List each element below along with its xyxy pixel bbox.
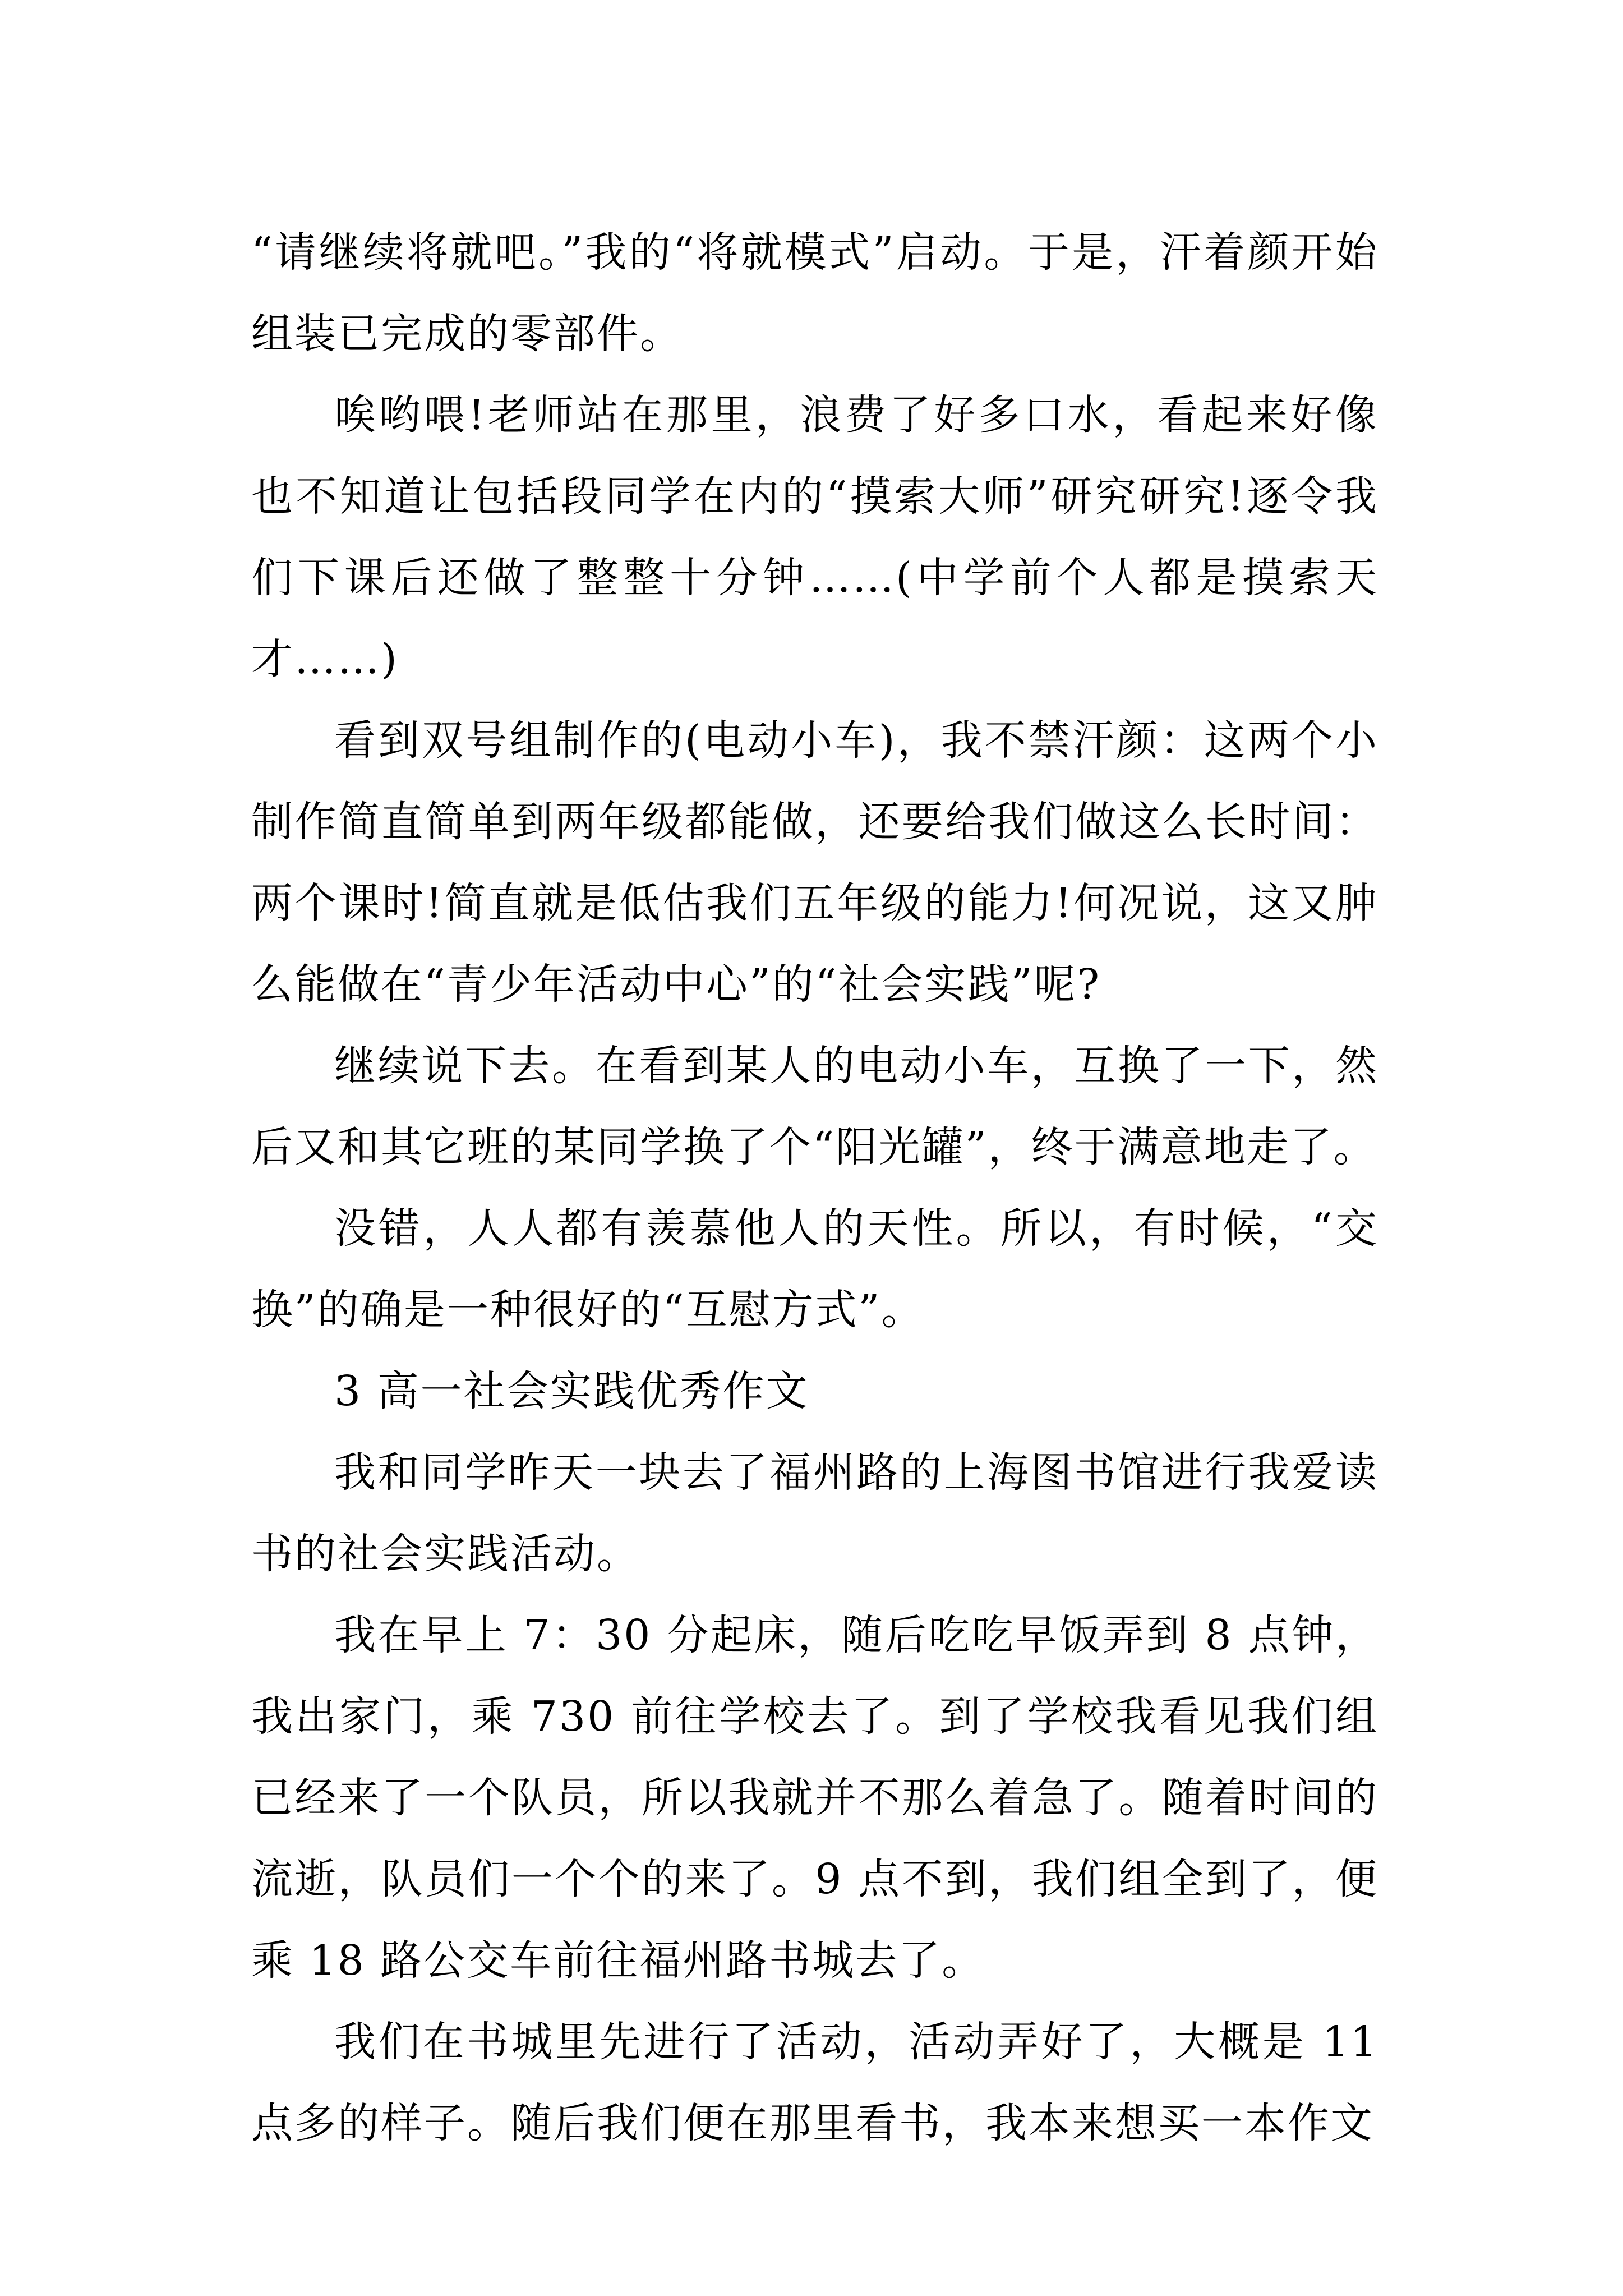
paragraph-3: 看到双号组制作的(电动小车)，我不禁汗颜：这两个小制作简直简单到两年级都能做，还要给我们做这么长时间：两个课时!简直就是低估我们五年级的能力!何况说，这又肿么能做在“青少年活动中心”的“社会实践”呢? — [251, 716, 1378, 1009]
paragraph-8: 我们在书城里先进行了活动，活动弄好了，大概是 11 点多的样子。随后我们便在那里看书，我本来想买一本作文 — [251, 2018, 1378, 2147]
paragraph-4: 继续说下去。在看到某人的电动小车，互换了一下，然后又和其它班的某同学换了个“阳光罐”，终于满意地走了。 — [251, 1042, 1378, 1171]
paragraph-6: 我和同学昨天一块去了福州路的上海图书馆进行我爱读书的社会实践活动。 — [251, 1448, 1378, 1578]
paragraph-5: 没错，人人都有羡慕他人的天性。所以，有时候，“交换”的确是一种很好的“互慰方式”。 — [251, 1204, 1378, 1334]
paragraph-2: 唉哟喂!老师站在那里，浪费了好多口水，看起来好像也不知道让包括段同学在内的“摸索大师”研究研究!逐令我们下课后还做了整整十分钟……(中学前个人都是摸索天才……) — [251, 391, 1378, 683]
paragraph-1: “请继续将就吧。”我的“将就模式”启动。于是，汗着颜开始组装已完成的零部件。 — [251, 228, 1378, 358]
section-heading: 3 高一社会实践优秀作文 — [334, 1367, 809, 1415]
paragraph-7: 我在早上 7：30 分起床，随后吃吃早饭弄到 8 点钟，我出家门，乘 730 前往学校去了。到了学校我看见我们组已经来了一个队员，所以我就并不那么着急了。随着时间的流逝，队员们一个个的来了。9 点不到，我们组全到了，便乘 18 路公交车前往福州路书城去了。 — [251, 1611, 1378, 1985]
document-body — [251, 212, 1378, 2164]
